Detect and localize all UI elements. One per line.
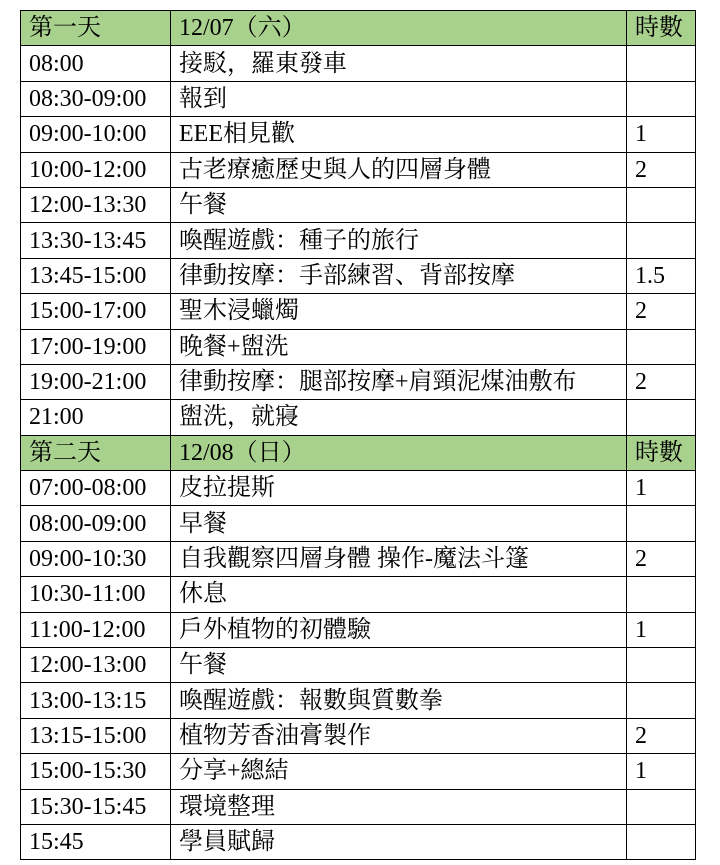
- schedule-row: [21, 294, 696, 329]
- activity-cell: 聖木浸蠟燭: [171, 294, 627, 329]
- hours-cell: [627, 789, 696, 824]
- activity-cell: 休息: [171, 577, 627, 612]
- activity-cell: 早餐: [171, 506, 627, 541]
- date-label: 12/08（日）: [171, 435, 627, 470]
- hours-cell: [627, 81, 696, 116]
- hours-cell: [627, 223, 696, 258]
- hours-header: 時數: [627, 11, 696, 46]
- schedule-row: [21, 187, 696, 222]
- schedule-row: [21, 577, 696, 612]
- activity-cell: 盥洗，就寢: [171, 400, 627, 435]
- hours-cell: [627, 824, 696, 859]
- hours-cell: 2: [627, 152, 696, 187]
- schedule-row: [21, 541, 696, 576]
- schedule-row: [21, 683, 696, 718]
- activity-cell: 午餐: [171, 187, 627, 222]
- schedule-row: [21, 152, 696, 187]
- hours-cell: 2: [627, 364, 696, 399]
- schedule-row: [21, 400, 696, 435]
- time-cell: 10:30-11:00: [21, 577, 171, 612]
- time-cell: 15:00-15:30: [21, 754, 171, 789]
- schedule-row: [21, 754, 696, 789]
- hours-cell: 2: [627, 541, 696, 576]
- time-cell: 12:00-13:30: [21, 187, 171, 222]
- time-cell: 15:30-15:45: [21, 789, 171, 824]
- hours-cell: [627, 683, 696, 718]
- day-label: 第二天: [21, 435, 171, 470]
- activity-cell: EEE相見歡: [171, 117, 627, 152]
- hours-cell: [627, 187, 696, 222]
- schedule-body: [21, 11, 696, 860]
- hours-cell: [627, 329, 696, 364]
- hours-cell: 2: [627, 718, 696, 753]
- time-cell: 13:00-13:15: [21, 683, 171, 718]
- time-cell: 21:00: [21, 400, 171, 435]
- time-cell: 13:30-13:45: [21, 223, 171, 258]
- time-cell: 09:00-10:30: [21, 541, 171, 576]
- time-cell: 15:00-17:00: [21, 294, 171, 329]
- time-cell: 11:00-12:00: [21, 612, 171, 647]
- activity-cell: 自我觀察四層身體 操作-魔法斗篷: [171, 541, 627, 576]
- activity-cell: 環境整理: [171, 789, 627, 824]
- schedule-row: [21, 824, 696, 859]
- hours-cell: [627, 506, 696, 541]
- activity-cell: 植物芳香油膏製作: [171, 718, 627, 753]
- time-cell: 19:00-21:00: [21, 364, 171, 399]
- time-cell: 10:00-12:00: [21, 152, 171, 187]
- day-header-row: [21, 435, 696, 470]
- day-header-row: [21, 11, 696, 46]
- hours-cell: [627, 577, 696, 612]
- hours-cell: [627, 46, 696, 81]
- hours-cell: [627, 400, 696, 435]
- schedule-row: [21, 612, 696, 647]
- activity-cell: 律動按摩：手部練習、背部按摩: [171, 258, 627, 293]
- schedule-row: [21, 223, 696, 258]
- time-cell: 09:00-10:00: [21, 117, 171, 152]
- hours-header: 時數: [627, 435, 696, 470]
- time-cell: 13:45-15:00: [21, 258, 171, 293]
- hours-cell: 1: [627, 117, 696, 152]
- activity-cell: 戶外植物的初體驗: [171, 612, 627, 647]
- hours-cell: 1.5: [627, 258, 696, 293]
- time-cell: 07:00-08:00: [21, 471, 171, 506]
- schedule-row: [21, 789, 696, 824]
- activity-cell: 接駁，羅東發車: [171, 46, 627, 81]
- schedule-row: [21, 258, 696, 293]
- day-label: 第一天: [21, 11, 171, 46]
- activity-cell: 古老療癒歷史與人的四層身體: [171, 152, 627, 187]
- hours-cell: [627, 648, 696, 683]
- time-cell: 15:45: [21, 824, 171, 859]
- schedule-row: [21, 364, 696, 399]
- schedule-row: [21, 718, 696, 753]
- activity-cell: 皮拉提斯: [171, 471, 627, 506]
- time-cell: 08:00-09:00: [21, 506, 171, 541]
- schedule-table: [20, 10, 696, 860]
- hours-cell: 1: [627, 754, 696, 789]
- schedule-row: [21, 506, 696, 541]
- schedule-row: [21, 471, 696, 506]
- time-cell: 13:15-15:00: [21, 718, 171, 753]
- schedule-row: [21, 329, 696, 364]
- schedule-row: [21, 648, 696, 683]
- time-cell: 17:00-19:00: [21, 329, 171, 364]
- activity-cell: 報到: [171, 81, 627, 116]
- schedule-row: [21, 81, 696, 116]
- hours-cell: 1: [627, 471, 696, 506]
- activity-cell: 午餐: [171, 648, 627, 683]
- activity-cell: 喚醒遊戲：種子的旅行: [171, 223, 627, 258]
- time-cell: 12:00-13:00: [21, 648, 171, 683]
- activity-cell: 晚餐+盥洗: [171, 329, 627, 364]
- hours-cell: 2: [627, 294, 696, 329]
- time-cell: 08:30-09:00: [21, 81, 171, 116]
- schedule-row: [21, 117, 696, 152]
- activity-cell: 喚醒遊戲：報數與質數拳: [171, 683, 627, 718]
- schedule-row: [21, 46, 696, 81]
- activity-cell: 分享+總結: [171, 754, 627, 789]
- activity-cell: 學員賦歸: [171, 824, 627, 859]
- date-label: 12/07（六）: [171, 11, 627, 46]
- hours-cell: 1: [627, 612, 696, 647]
- activity-cell: 律動按摩：腿部按摩+肩頸泥煤油敷布: [171, 364, 627, 399]
- time-cell: 08:00: [21, 46, 171, 81]
